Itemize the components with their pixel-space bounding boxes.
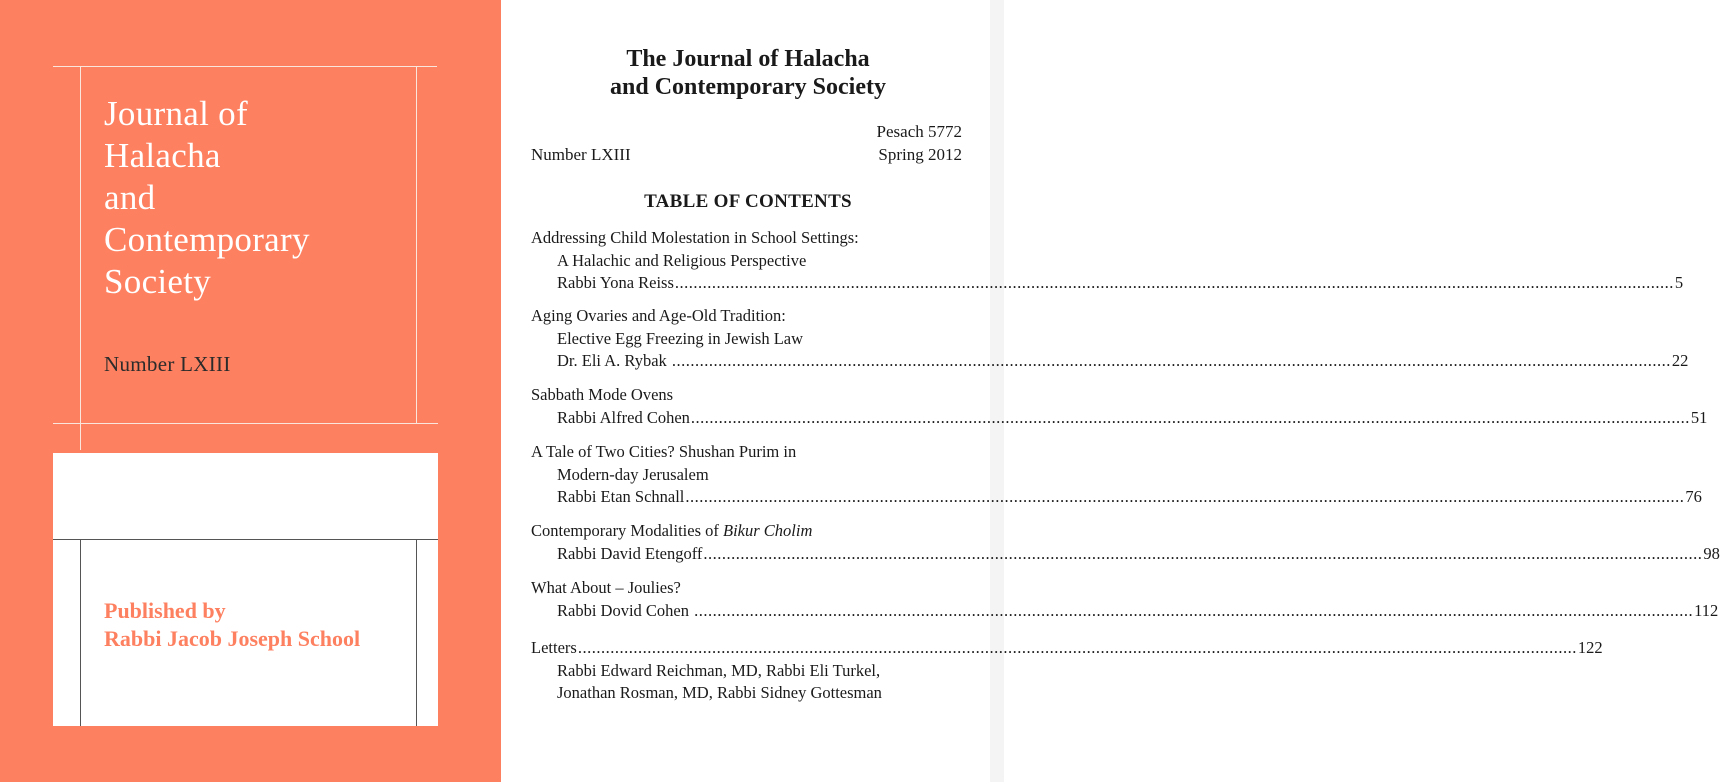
journal-title-line: and Contemporary Society <box>610 74 886 100</box>
cover-title-line: Contemporary <box>104 220 310 259</box>
letters-page: 122 <box>1577 638 1603 657</box>
cover-issue-number: Number LXIII <box>104 352 231 376</box>
cover-publisher-panel <box>53 453 438 726</box>
cover-title-line: Journal of <box>104 94 248 133</box>
dot-leader: ........................................................................................................................................................................................................................ <box>685 487 1685 506</box>
cover-title <box>104 93 404 303</box>
cover-title-line: Halacha <box>104 136 221 175</box>
issue-line-1 <box>531 122 962 144</box>
entry-title: Aging Ovaries and Age-Old Tradition: <box>531 306 786 325</box>
entry-author: Rabbi Etan Schnall <box>557 487 685 506</box>
toc-entry <box>531 227 1684 295</box>
dot-leader: ........................................................................................................................................................................................................................ <box>674 273 1674 292</box>
entry-author: Rabbi Dovid Cohen <box>557 600 694 620</box>
entry-title: Sabbath Mode Ovens <box>531 385 674 404</box>
cover-title-line: and <box>104 178 156 217</box>
dot-leader: ........................................................................................................................................................................................................................ <box>577 638 1577 657</box>
toc-entry <box>531 305 1689 373</box>
entry-author-line <box>531 272 1684 295</box>
entry-author: Rabbi Yona Reiss <box>557 273 674 292</box>
cover-title-line: Society <box>104 262 212 301</box>
dot-leader: ........................................................................................................................................................................................................................ <box>694 600 1694 620</box>
cover-frame-left-line <box>80 66 81 450</box>
toc-heading: TABLE OF CONTENTS <box>644 191 852 212</box>
entry-author-line <box>531 407 1708 430</box>
issue-number: Number LXIII <box>531 145 631 164</box>
letters-label: Letters <box>531 638 577 657</box>
toc-entry <box>531 384 1708 429</box>
entry-page: 76 <box>1685 487 1702 506</box>
entry-title <box>531 520 962 543</box>
issue-pesach: Pesach 5772 <box>876 122 962 141</box>
entry-page: 51 <box>1690 407 1708 427</box>
entry-author-line <box>531 486 1702 509</box>
panel-right-line <box>416 539 417 726</box>
toc-entry <box>531 520 1720 565</box>
entry-author-line <box>531 600 1719 623</box>
entry-author: Dr. Eli A. Rybak <box>557 351 671 370</box>
cover-frame-bottom-line <box>53 423 438 424</box>
contents-page <box>501 0 1720 782</box>
entry-title: What About – Joulies? <box>531 578 681 597</box>
entry-title-italic: Bikur Cholim <box>723 521 813 540</box>
entry-author: Rabbi David Etengoff <box>557 543 703 563</box>
entry-page: 5 <box>1674 273 1684 292</box>
entry-page: 112 <box>1694 600 1719 620</box>
journal-title-line: The Journal of Halacha <box>626 46 870 72</box>
issue-line-2 <box>531 145 962 167</box>
journal-cover <box>0 0 501 782</box>
cover-frame-right-line <box>416 66 417 423</box>
entry-page: 98 <box>1703 543 1720 563</box>
toc-entry <box>531 577 1719 622</box>
entry-title: Addressing Child Molestation in School Settings: <box>531 228 859 247</box>
publisher-line: Rabbi Jacob Joseph School <box>104 626 361 651</box>
cover-publisher <box>104 597 360 653</box>
dot-leader: ........................................................................................................................................................................................................................ <box>703 543 1703 563</box>
dot-leader: ........................................................................................................................................................................................................................ <box>671 351 1671 370</box>
entry-title: Modern-day Jerusalem <box>557 464 709 484</box>
publisher-line: Published by <box>104 598 226 623</box>
letters-names: Rabbi Edward Reichman, MD, Rabbi Eli Turkel, <box>557 660 881 680</box>
cover-frame-top-line <box>53 66 437 67</box>
entry-title-text: Contemporary Modalities of <box>531 521 724 540</box>
entry-author-line <box>531 350 1689 373</box>
toc-entry-letters <box>531 637 1603 705</box>
dot-leader: ........................................................................................................................................................................................................................ <box>690 407 1690 427</box>
letters-line <box>531 637 1603 660</box>
page-edge <box>990 0 1004 782</box>
letters-names: Jonathan Rosman, MD, Rabbi Sidney Gottesman <box>557 683 882 702</box>
issue-date: Spring 2012 <box>878 145 962 164</box>
entry-title: Elective Egg Freezing in Jewish Law <box>557 328 804 348</box>
panel-divider-line <box>53 539 438 540</box>
entry-page: 22 <box>1671 351 1689 370</box>
entry-title: A Halachic and Religious Perspective <box>557 250 807 270</box>
entry-author-line <box>531 543 1720 566</box>
toc-entry <box>531 441 1702 509</box>
journal-title <box>501 45 995 101</box>
entry-title: A Tale of Two Cities? Shushan Purim in <box>531 442 797 461</box>
panel-left-line <box>80 539 81 726</box>
entry-author: Rabbi Alfred Cohen <box>557 407 690 427</box>
